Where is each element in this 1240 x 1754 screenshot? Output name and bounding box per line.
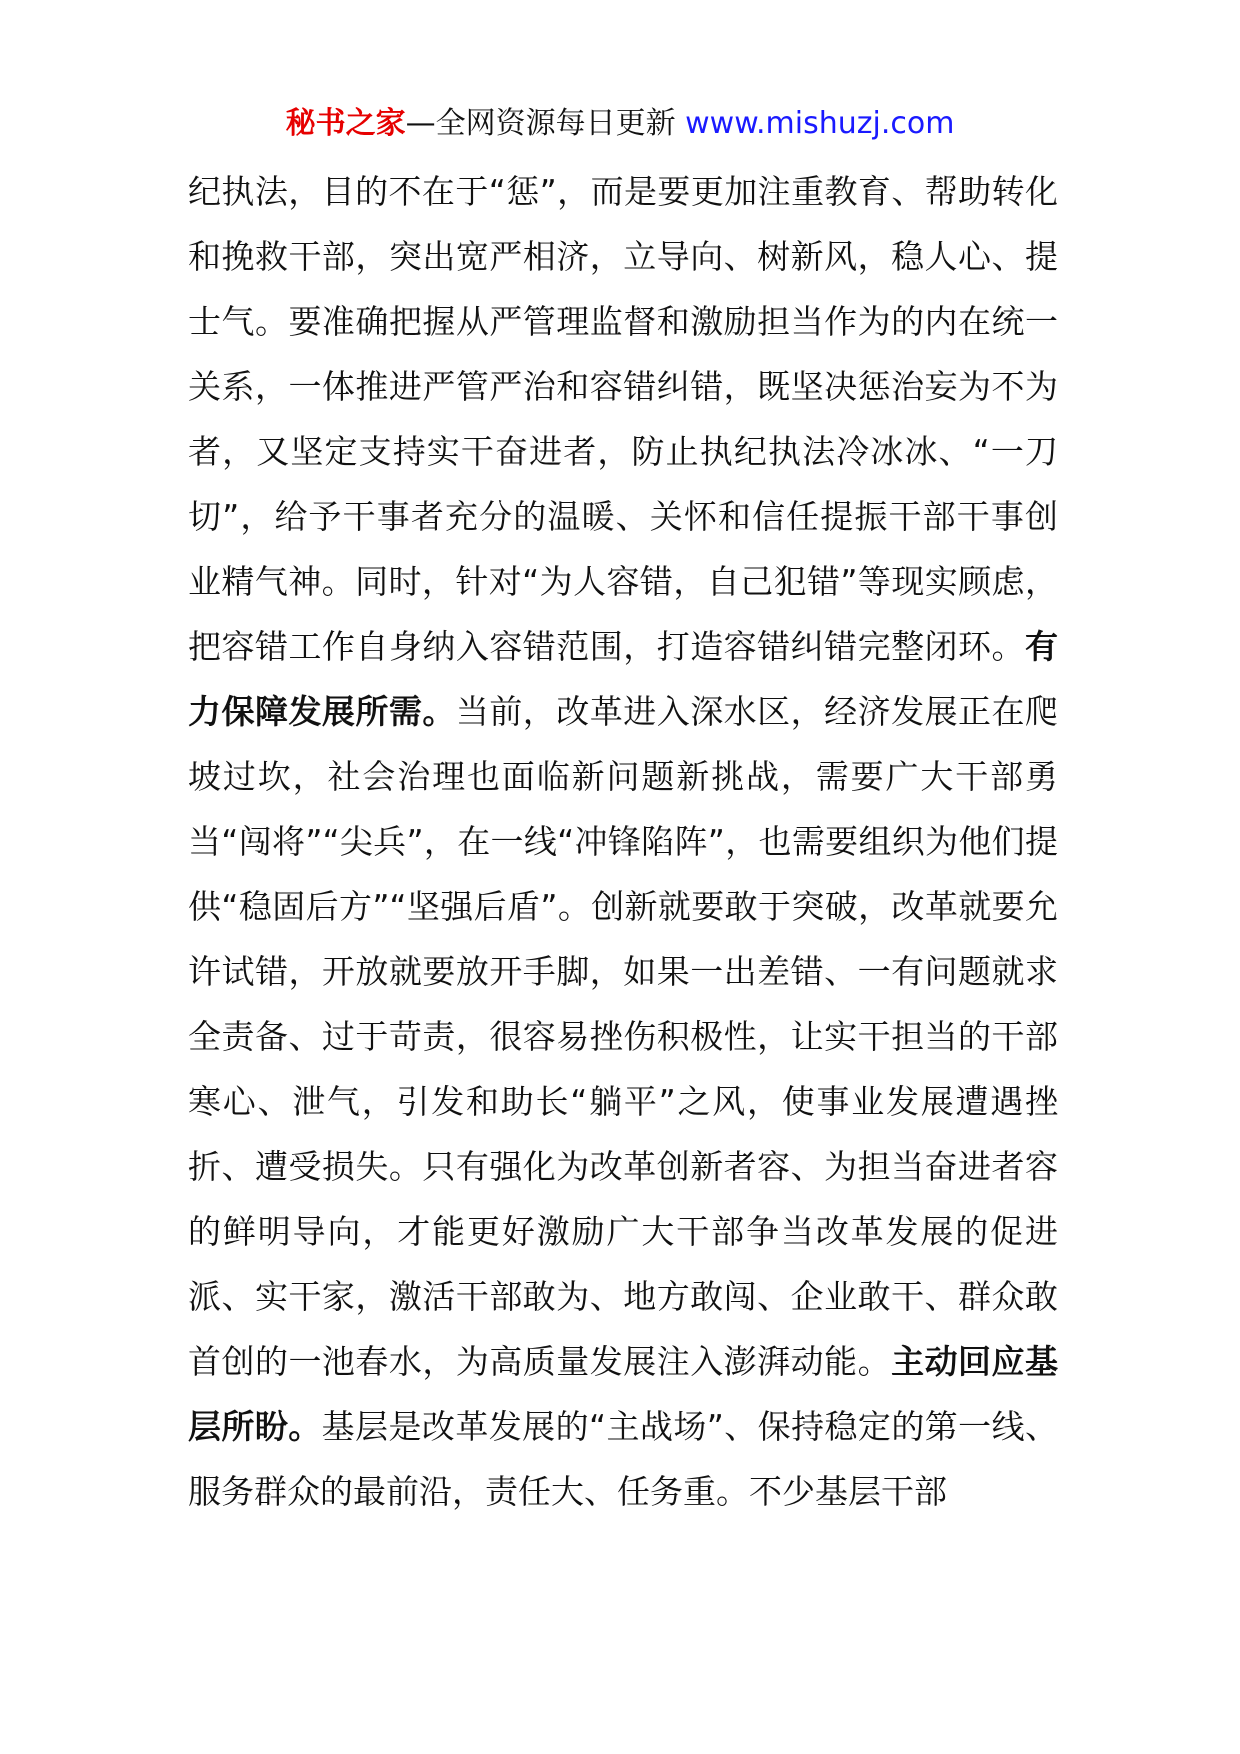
brand-name: 秘书之家 [285, 106, 406, 141]
body-paragraph [188, 159, 1058, 1524]
header-tagline: —全网资源每日更新 [405, 106, 686, 141]
body-text-part-2: 当前，改革进入深水区，经济发展正在爬坡过坎，社会治理也面临新问题新挑战，需要广大干部勇当“闯将”“尖兵”，在一线“冲锋陷阵”，也需要组织为他们提供“稳固后方”“坚强后盾”。创新就要敢于突破，改革就要允许试错，开放就要放开手脚，如果一出差错、一有问题就求全责备、过于苛责，很容易挫伤积极性，让实干担当的干部寒心、泄气，引发和助长“躺平”之风，使事业发展遭遇挫折、遭受损失。只有强化为改革创新者容、为担当奋进者容的鲜明导向，才能更好激励广大干部争当改革发展的促进派、实干家，激活干部敢为、地方敢闯、企业敢干、群众敢首创的一池春水，为高质量发展注入澎湃动能。 [188, 692, 1059, 1381]
body-text-part-1: 纪执法，目的不在于“惩”，而是要更加注重教育、帮助转化和挽救干部，突出宽严相济，立导向、树新风，稳人心、提士气。要准确把握从严管理监督和激励担当作为的内在统一关系，一体推进严管严治和容错纠错，既坚决惩治妄为不为者，又坚定支持实干奋进者，防止执纪执法冷冰冰、“一刀切”，给予干事者充分的温暖、关怀和信任提振干部干事创业精气神。同时，针对“为人容错，自己犯错”等现实顾虑，把容错工作自身纳入容错范围，打造容错纠错完整闭环。 [188, 172, 1058, 666]
page-header [0, 102, 1240, 146]
body-text-part-3: 基层是改革发展的“主战场”、保持稳定的第一线、服务群众的最前沿，责任大、任务重。不少基层干部 [188, 1407, 1059, 1511]
section-heading-2: 主动回应基层所盼。 [188, 1342, 1059, 1446]
site-url-link[interactable]: www.mishuzj.com [685, 106, 955, 141]
section-heading-1: 有力保障发展所需。 [188, 627, 1058, 731]
